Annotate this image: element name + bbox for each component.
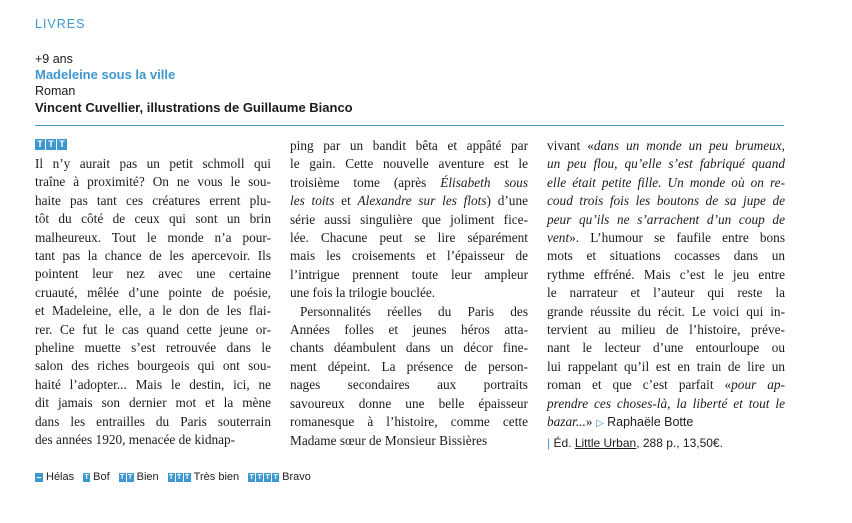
text-line: haité l’adopter... Mais le destin, ici, ne (35, 376, 271, 392)
rating-t-icon: T (249, 473, 254, 481)
legend-rating-icon (35, 473, 43, 482)
rating-t-icon: T (257, 473, 262, 481)
header-divider (35, 125, 784, 126)
text-line: coud trois fois les boutons de sa jupe de (547, 193, 785, 209)
reviewer-name: Raphaële Botte (607, 415, 694, 430)
legend-item (119, 471, 159, 483)
rating-t-icon: T (177, 473, 182, 481)
text-line: Années folles et jeunes héros atta- (290, 322, 528, 338)
rating-t-icon: T (169, 473, 174, 481)
text-line: rythme effréné. Mais c’est le jeu entre (547, 266, 785, 282)
text-line: l’intrigue prennent toute leur ampleur (290, 266, 528, 282)
text-line: le gain. Cette nouvelle aventure est le (290, 156, 528, 172)
section-label: LIVRES (35, 17, 86, 31)
publication-details: , 288 p., 13,50€. (636, 435, 723, 450)
text-line: le narrateur et l’auteur qui reste la (547, 285, 785, 301)
text-line: pointent leur nez avec une certaine (35, 266, 271, 282)
legend-item (248, 471, 311, 483)
rating-t-icon: T (120, 473, 125, 481)
text-line: troisième tome (après Élisabeth sous (290, 174, 528, 190)
publisher-name: Little Urban (574, 435, 637, 450)
text-line: savoureux donne une belle épaisseur (290, 395, 528, 411)
legend-rating-icon (119, 473, 134, 482)
text-line: tôt du côté de ceux qui sont un brin (35, 211, 271, 227)
rating-t-icon: T (273, 473, 278, 481)
minus-icon (35, 473, 43, 482)
text-line: roman et que c’est parfait «pour ap- (547, 377, 785, 393)
text-line: nant le lecteur d’une entourloupe ou (547, 340, 785, 356)
text-line: pheline muette s’est retrouvée dans le (35, 340, 271, 356)
legend-rating-icon (83, 473, 90, 482)
text-line: Il n’y aurait pas un petit schmoll qui (35, 156, 271, 171)
rating-legend (35, 471, 320, 483)
text-line: lui rappelant qu’il est en train de lire un (547, 358, 785, 374)
legend-label: Bien (136, 471, 159, 483)
legend-label: Très bien (193, 471, 240, 483)
text-line: chants déambulent dans un décor fine- (290, 340, 528, 356)
bar-icon: | (547, 435, 551, 450)
book-title: Madeleine sous la ville (35, 67, 176, 82)
text-line: salon des riches bourgeois qui ont sou- (35, 358, 271, 374)
text-line: vivant «dans un monde un peu brumeux, (547, 138, 785, 153)
text-line: grande réussite du récit. Le voici qui in- (547, 303, 785, 319)
column-2 (290, 137, 528, 450)
text-line: ment dépeint. La présence de person- (290, 358, 528, 374)
text-line: Personnalités réelles du Paris des (300, 303, 528, 319)
text-line: lée. Chacune peut se lire séparément (290, 230, 528, 246)
text-line: vent». L’humour se faufile entre bons (547, 230, 785, 246)
triangle-right-icon: ▷ (595, 418, 604, 430)
text-line: Madame sœur de Monsieur Bissières (290, 432, 488, 448)
text-line: mais les croisements et l’épaisseur de (290, 248, 528, 264)
text-line: nages secondaires aux portraits (290, 377, 528, 393)
text-line: rer. Ce fut le cas quand cette jeune or- (35, 321, 271, 337)
text-line: les toits et Alexandre sur les flots) d’une (290, 193, 528, 209)
legend-item (168, 471, 239, 483)
text-line: des années 1920, menacée de kidnap- (35, 432, 236, 448)
text-line: tant pas la chance de les apercevoir. Ils (35, 248, 271, 264)
age-range: +9 ans (35, 52, 73, 66)
rating-t-icon: T (265, 473, 270, 481)
text-line: cruauté, mêlée d’une pointe de poésie, (35, 284, 271, 300)
rating-t-icon: T (185, 473, 190, 481)
rating-t-icon: T (128, 473, 133, 481)
text-line: un peu flou, qu’elle s’est fabriqué quand (547, 156, 785, 172)
text-line: tervient au milieu de l’histoire, préve- (547, 322, 785, 338)
book-genre: Roman (35, 84, 76, 98)
legend-rating-icon (168, 473, 191, 482)
publication-info (547, 434, 785, 452)
legend-item (35, 471, 74, 483)
text-line: série aussi singulière que joliment fice- (290, 211, 528, 227)
text-line: prendre ces choses-là, la liberté et tout le (547, 395, 785, 411)
rating-t-icon: T (57, 139, 67, 150)
text-line: ping par un bandit bêta et appâté par (290, 138, 528, 153)
text-line: une fois la trilogie bouclée. (290, 285, 436, 301)
text-line: romanesque à l’histoire, comme cette (290, 414, 528, 430)
text-line: malheureux. Tout le monde n’a pour- (35, 229, 271, 245)
rating-t-icon: T (35, 139, 45, 150)
legend-label: Bof (93, 471, 110, 483)
text-line: elle était petite fille. Un monde où on re- (547, 174, 785, 190)
rating-t-icon: T (84, 473, 89, 481)
column-1 (35, 155, 271, 450)
publisher-prefix: Éd. (553, 435, 572, 450)
text-line: et Madeleine, elle, a le don de les flai- (35, 303, 271, 319)
text-line: bazar...» ▷ Raphaële Botte (547, 414, 694, 430)
legend-label: Hélas (46, 471, 75, 483)
text-line: dans les entrailles du Paris souterrain (35, 413, 271, 429)
text-line: dit jamais son dernier mot et la mène (35, 395, 271, 411)
column-3 (547, 137, 785, 452)
rating-t-icon: T (46, 139, 56, 150)
book-header (35, 51, 785, 116)
text-line: peur qu’ils ne s’arrachent d’un coup de (547, 211, 785, 227)
legend-label: Bravo (282, 471, 311, 483)
reviewer-credit (592, 415, 693, 429)
text-line: haite pas tant ces créatures errent plu- (35, 192, 271, 208)
rating-badge (35, 139, 67, 150)
text-line: traîne à proximité? On ne vous le sou- (35, 174, 271, 190)
text-line: mots et situations cocasses dans un (547, 248, 785, 264)
legend-rating-icon (248, 473, 279, 482)
legend-item (83, 471, 110, 483)
book-authors: Vincent Cuvellier, illustrations de Guillaume Bianco (35, 100, 353, 115)
